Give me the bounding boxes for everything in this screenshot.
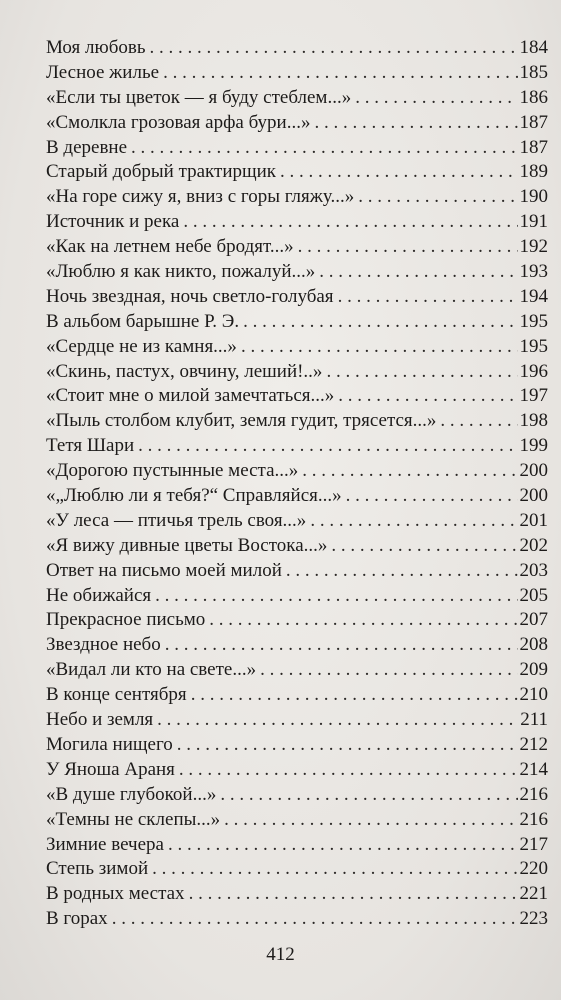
toc-entry-page: 184 [519,37,548,58]
toc-entry-page: 191 [519,211,548,233]
toc-entry-title: «Видал ли кто на свете...» [46,659,257,681]
toc-entry-page: 196 [519,360,548,382]
toc-entry-page: 208 [519,634,548,656]
toc-entry-page: 194 [519,285,548,307]
toc-entry-page: 192 [519,236,548,258]
toc-entry-title: В деревне [46,136,128,158]
toc-entry-title: В конце сентября [46,684,187,706]
toc-entry-title: В родных местах [46,883,185,905]
toc-entry-title: «Как на летнем небе бродят...» [46,236,294,258]
toc-entry-title: У Яноша Араня [46,758,175,780]
dot-leader [310,509,517,534]
toc-entry-page: 220 [519,858,548,880]
toc-entry [46,559,548,584]
toc-entry [46,509,548,534]
dot-leader [155,584,517,609]
dot-leader [346,484,518,509]
toc-entry-page: 221 [519,883,548,905]
toc-entry-page: 199 [519,435,548,457]
toc-entry-page: 190 [519,186,548,208]
toc-entry-title: В альбом барышне Р. Э. [46,310,240,332]
dot-leader [326,360,517,385]
toc-entry-title: Ответ на письмо моей милой [46,559,282,581]
toc-entry [46,260,548,285]
toc-entry-title: «В душе глубокой...» [46,783,217,805]
toc-entry-title: Источник и река [46,211,180,233]
toc-entry-page: 216 [519,783,548,805]
toc-entry-title: «Пыль столбом клубит, земля гудит, трясется...» [46,410,437,432]
toc-entry [46,733,548,758]
toc-entry [46,833,548,858]
toc-entry-title: Не обижайся [46,584,152,606]
dot-leader [183,210,517,235]
toc-entry-title: Небо и земля [46,709,154,731]
toc-entry-page: 214 [519,758,548,780]
toc-entry [46,708,548,733]
toc-entry [46,857,548,882]
toc-entry-title: «Я вижу дивные цветы Востока...» [46,534,328,556]
toc-entry-title: «У леса — птичья трель своя...» [46,509,307,531]
toc-entry-page: 187 [519,111,548,133]
toc-entry-page: 200 [519,485,548,507]
toc-entry-page: 201 [519,509,548,531]
dot-leader [179,758,518,783]
toc-entry-page: 189 [519,161,548,183]
toc-entry [46,434,548,459]
toc-entry-page: 197 [519,385,548,407]
toc-entry [46,360,548,385]
toc-entry-page: 193 [519,261,548,283]
toc-entry [46,335,548,360]
toc-entry [46,584,548,609]
toc-entry-title: «Сердце не из камня...» [46,335,237,357]
dot-leader [338,285,518,310]
toc-entry [46,459,548,484]
page-number: 412 [266,944,295,965]
toc-entry [46,160,548,185]
toc-entry [46,285,548,310]
toc-entry [46,136,548,161]
dot-leader [157,708,518,733]
toc-entry [46,484,548,509]
dot-leader [355,86,517,111]
toc-entry [46,235,548,260]
toc-entry-title: Звездное небо [46,634,161,656]
dot-leader [209,608,517,633]
toc-entry-title: Ночь звездная, ночь светло-голубая [46,285,334,307]
dot-leader [165,633,518,658]
toc-entry-page: 195 [519,335,548,357]
toc-entry [46,534,548,559]
dot-leader [243,310,517,335]
toc-entry [46,608,548,633]
dot-leader [177,733,518,758]
toc-entry-title: «Дорогою пустынные места...» [46,460,299,482]
toc-entry [46,86,548,111]
dot-leader [241,335,518,360]
toc-entry-title: Могила нищего [46,733,173,755]
toc-entry-title: В горах [46,908,108,930]
toc-entry-title: Степь зимой [46,858,149,880]
toc-entry-page: 217 [519,833,548,855]
toc-entry-title: Старый добрый трактирщик [46,161,277,183]
dot-leader [280,160,517,185]
toc-entry-page: 211 [520,709,548,731]
toc-entry-page: 203 [519,559,548,581]
dot-leader [224,808,517,833]
toc-entry-title: «Люблю я как никто, пожалуй...» [46,261,316,283]
toc-entry-title: Лесное жилье [46,61,160,83]
toc-entry-title: Тетя Шари [46,435,135,457]
toc-entry-page: 198 [519,410,548,432]
toc-entry [46,882,548,907]
toc-entry-page: 202 [519,534,548,556]
dot-leader [163,61,517,86]
dot-leader [338,384,517,409]
dot-leader [314,111,517,136]
toc-entry [46,185,548,210]
toc-entry [46,783,548,808]
dot-leader [189,882,518,907]
dot-leader [331,534,517,559]
dot-leader [131,136,517,161]
toc-entry-title: Моя любовь [46,37,146,58]
toc-entry-page: 223 [519,908,548,930]
toc-entry-title: «На горе сижу я, вниз с горы гляжу...» [46,186,355,208]
dot-leader [286,559,518,584]
toc-entry-title: «Смолкла грозовая арфа бури...» [46,111,311,133]
dot-leader [168,833,518,858]
toc-entry-title: «Скинь, пастух, овчину, леший!..» [46,360,323,382]
toc-entry [46,36,548,61]
table-of-contents [46,36,548,932]
toc-entry [46,409,548,434]
dot-leader [358,185,517,210]
toc-entry [46,210,548,235]
toc-entry-page: 195 [519,310,548,332]
toc-entry-page: 210 [519,684,548,706]
toc-entry [46,683,548,708]
toc-entry-page: 187 [519,136,548,158]
toc-entry-page: 185 [519,61,548,83]
dot-leader [112,907,518,932]
toc-entry-page: 216 [519,808,548,830]
toc-entry-page: 212 [519,733,548,755]
toc-entry [46,658,548,683]
toc-entry [46,907,548,932]
toc-entry-title: «Темны не склепы...» [46,808,221,830]
toc-entry-page: 209 [519,659,548,681]
toc-entry [46,808,548,833]
toc-entry [46,633,548,658]
dot-leader [191,683,518,708]
toc-entry-page: 200 [519,460,548,482]
toc-entry-page: 186 [519,86,548,108]
toc-entry [46,111,548,136]
dot-leader [319,260,517,285]
dot-leader [302,459,517,484]
toc-entry-page: 207 [519,609,548,631]
dot-leader [152,857,517,882]
toc-entry [46,758,548,783]
dot-leader [298,235,518,260]
toc-entry-title: «„Люблю ли я тебя?“ Справляйся...» [46,485,342,507]
toc-entry-title: «Если ты цветок — я буду стеблем...» [46,86,352,108]
dot-leader [220,783,517,808]
toc-entry-title: Зимние вечера [46,833,164,855]
toc-entry [46,61,548,86]
dot-leader [150,36,518,61]
toc-entry [46,310,548,335]
toc-entry [46,384,548,409]
dot-leader [260,658,517,683]
toc-entry-title: Прекрасное письмо [46,609,206,631]
dot-leader [440,409,517,434]
toc-entry-title: «Стоит мне о милой замечтаться...» [46,385,335,407]
toc-entry-page: 205 [519,584,548,606]
dot-leader [138,434,517,459]
